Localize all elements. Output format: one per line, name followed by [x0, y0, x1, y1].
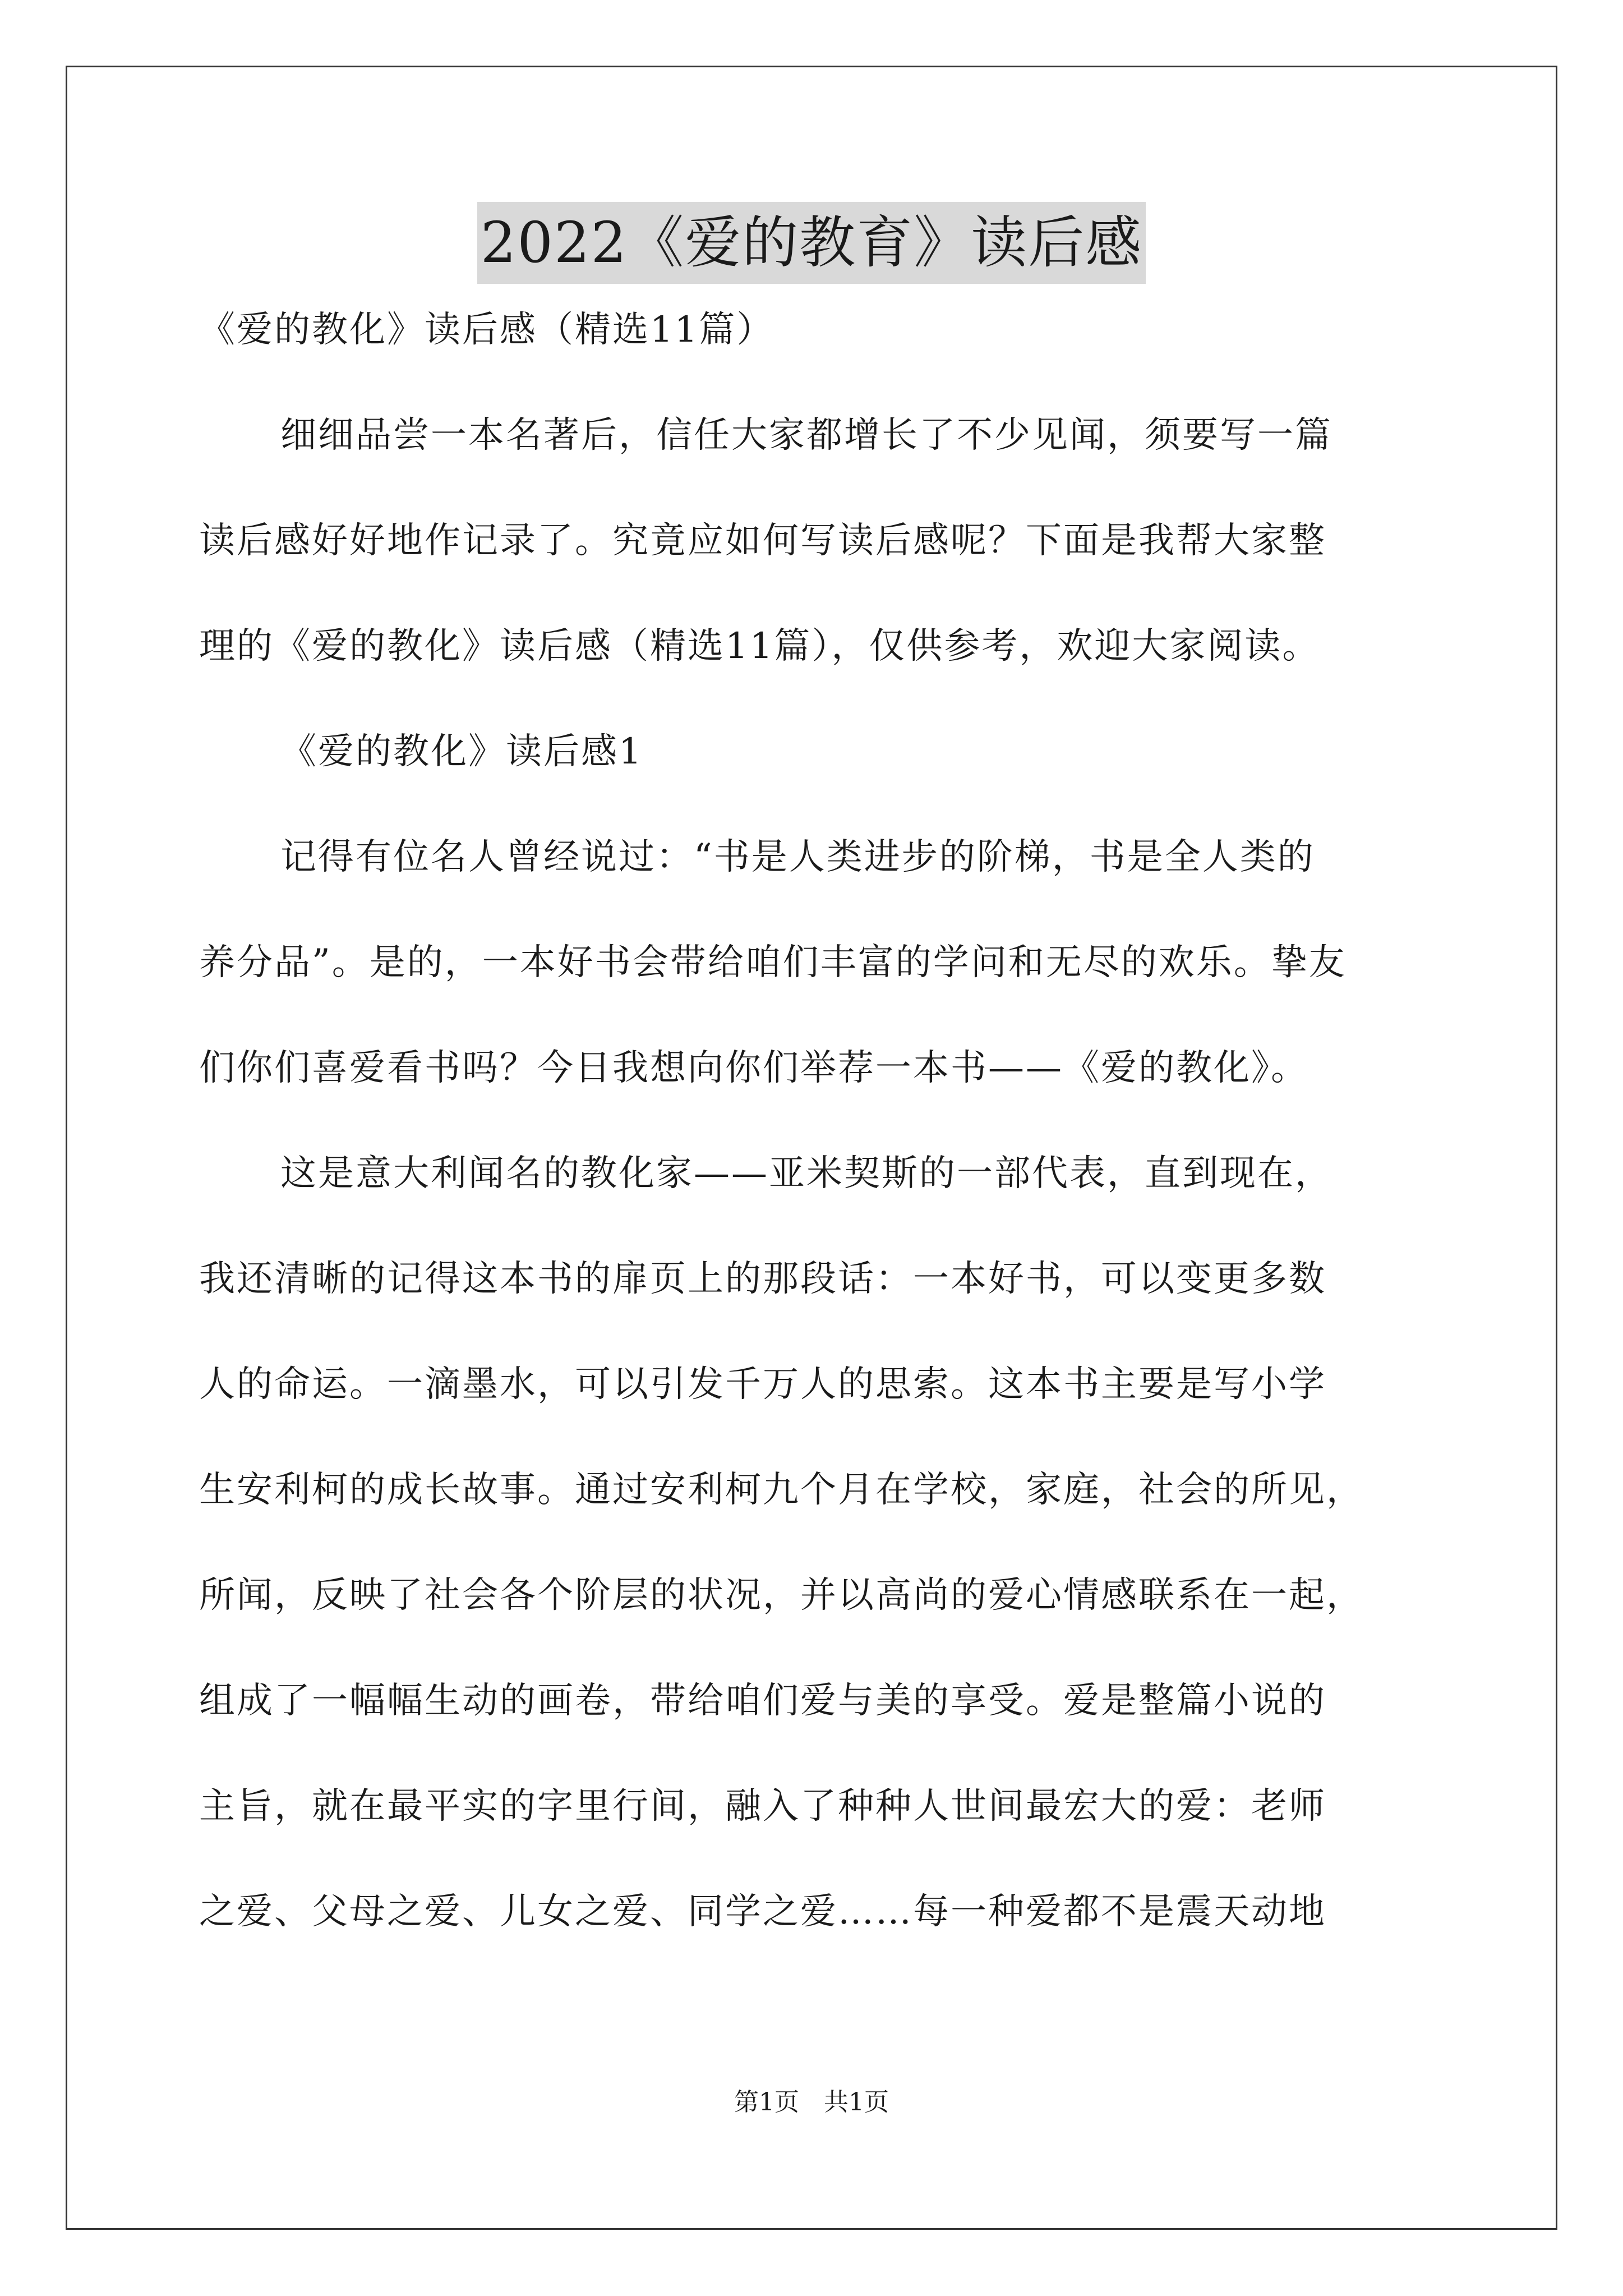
text-line: 生安利柯的成长故事。通过安利柯九个月在学校，家庭，社会的所见， [199, 1469, 1364, 1511]
page-footer [0, 2086, 1623, 2119]
page-total: 共1页 [824, 2088, 889, 2116]
document-body [199, 303, 1455, 1990]
text-line: 读后感好好地作记录了。究竟应如何写读后感呢？下面是我帮大家整 [199, 520, 1326, 562]
text-line: 理的《爱的教化》读后感（精选11篇），仅供参考，欢迎大家阅读。 [199, 625, 1320, 667]
text-line: 养分品”。是的，一本好书会带给咱们丰富的学问和无尽的欢乐。挚友 [199, 942, 1347, 983]
text-line: 人的命运。一滴墨水，可以引发千万人的思索。这本书主要是写小学 [199, 1364, 1326, 1405]
text-line: 记得有位名人曾经说过：“书是人类进步的阶梯，书是全人类的 [280, 836, 1315, 878]
page-number: 第1页 [734, 2088, 799, 2116]
text-line: 所闻，反映了社会各个阶层的状况，并以高尚的爱心情感联系在一起， [199, 1575, 1364, 1616]
text-line: 《爱的教化》读后感1 [280, 731, 643, 772]
text-line: 《爱的教化》读后感（精选11篇） [199, 309, 774, 351]
title-container [0, 202, 1623, 284]
document-title: 2022《爱的教育》读后感 [477, 202, 1146, 284]
text-line: 组成了一幅幅生动的画卷，带给咱们爱与美的享受。爱是整篇小说的 [199, 1680, 1326, 1722]
text-line: 们你们喜爱看书吗？今日我想向你们举荐一本书——《爱的教化》。 [199, 1047, 1308, 1089]
text-line: 我还清晰的记得这本书的扉页上的那段话：一本好书，可以变更多数 [199, 1258, 1326, 1300]
text-line: 主旨，就在最平实的字里行间，融入了种种人世间最宏大的爱：老师 [199, 1786, 1326, 1827]
text-line: 之爱、父母之爱、儿女之爱、同学之爱……每一种爱都不是震天动地 [199, 1891, 1326, 1932]
text-line: 细细品尝一本名著后，信任大家都增长了不少见闻，须要写一篇 [280, 415, 1332, 456]
text-line: 这是意大利闻名的教化家——亚米契斯的一部代表，直到现在， [280, 1153, 1332, 1194]
